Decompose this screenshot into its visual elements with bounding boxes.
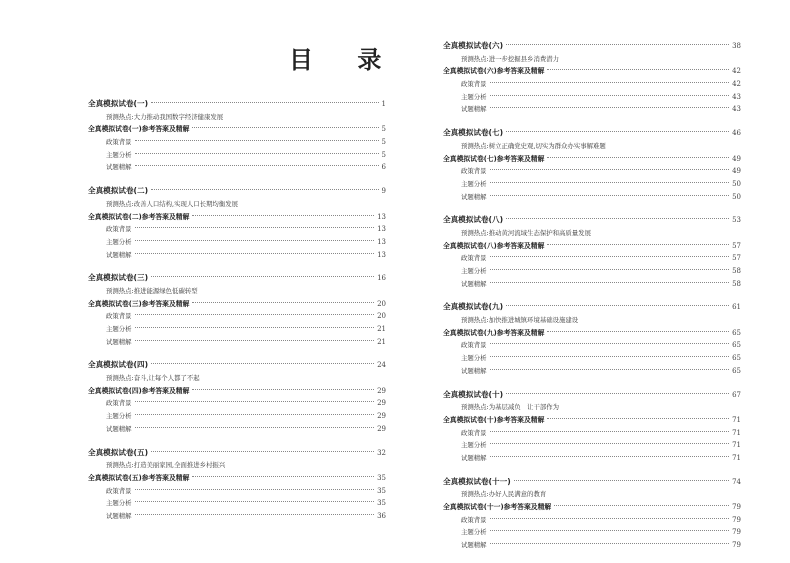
toc-sub-entry[interactable] bbox=[443, 439, 741, 452]
page-number: 65 bbox=[732, 366, 741, 375]
dot-leader bbox=[547, 244, 729, 245]
dot-leader bbox=[506, 393, 729, 394]
dot-leader bbox=[490, 543, 730, 544]
toc-hotspot: 预测热点:打造美丽家园,全面推进乡村振兴 bbox=[106, 461, 226, 470]
toc-section bbox=[443, 127, 741, 203]
toc-sub-entry-label: 政策背景 bbox=[461, 167, 487, 176]
toc-sub-entry-label: 主题分析 bbox=[461, 92, 487, 101]
page-number: 21 bbox=[377, 325, 386, 333]
page-number: 50 bbox=[732, 192, 741, 201]
toc-sub-entry[interactable] bbox=[443, 165, 741, 178]
dot-leader bbox=[506, 131, 729, 132]
dot-leader bbox=[135, 401, 375, 402]
page-number: 35 bbox=[377, 499, 386, 508]
dot-leader bbox=[547, 418, 729, 419]
toc-exam-entry-label: 全真模拟试卷(二) bbox=[88, 186, 149, 196]
toc-sub-entry-label: 主题分析 bbox=[461, 441, 487, 450]
toc-exam-entry-label: 全真模拟试卷(九) bbox=[443, 302, 504, 312]
toc-sub-entry[interactable] bbox=[443, 91, 741, 104]
dot-leader bbox=[135, 327, 375, 328]
dot-leader bbox=[135, 501, 375, 502]
dot-leader bbox=[135, 140, 379, 141]
toc-sub-entry-label: 试题精解 bbox=[106, 250, 132, 259]
dot-leader bbox=[490, 169, 730, 170]
toc-answer-entry[interactable] bbox=[88, 211, 386, 224]
toc-sub-entry-label: 政策背景 bbox=[106, 399, 132, 408]
toc-sub-entry[interactable] bbox=[88, 336, 386, 349]
toc-answer-entry[interactable] bbox=[443, 327, 741, 340]
toc-sub-entry[interactable] bbox=[88, 249, 386, 262]
page-number: 6 bbox=[381, 163, 386, 172]
dot-leader bbox=[547, 69, 729, 70]
toc-exam-entry-label: 全真模拟试卷(一) bbox=[88, 99, 149, 108]
toc-sub-entry-label: 政策背景 bbox=[461, 254, 487, 263]
toc-exam-entry[interactable] bbox=[88, 447, 386, 460]
toc-sub-entry[interactable] bbox=[443, 539, 741, 552]
toc-sub-entry[interactable] bbox=[443, 452, 741, 465]
toc-exam-entry-label: 全真模拟试卷(十) bbox=[443, 389, 504, 399]
toc-answer-entry[interactable] bbox=[443, 65, 741, 78]
page-number: 58 bbox=[732, 279, 741, 288]
toc-sub-entry-label: 政策背景 bbox=[461, 515, 487, 524]
toc-sub-entry-label: 主题分析 bbox=[106, 499, 132, 508]
page-number: 13 bbox=[377, 225, 386, 234]
toc-sub-entry-label: 政策背景 bbox=[106, 486, 132, 495]
page-number: 79 bbox=[732, 503, 741, 511]
toc-hotspot: 预测热点:树立正确党史观,切实为群众办实事解难题 bbox=[461, 141, 606, 150]
page-number: 42 bbox=[732, 80, 741, 89]
page-number: 13 bbox=[377, 237, 386, 246]
dot-leader bbox=[135, 427, 375, 428]
dot-leader bbox=[490, 182, 730, 183]
dot-leader bbox=[135, 240, 375, 241]
page-number: 43 bbox=[732, 105, 741, 114]
toc-sub-entry[interactable] bbox=[443, 278, 741, 291]
toc-sub-entry[interactable] bbox=[88, 236, 386, 249]
page-number: 53 bbox=[732, 216, 741, 225]
toc-sub-entry[interactable] bbox=[88, 161, 386, 174]
dot-leader bbox=[490, 530, 730, 531]
page-number: 79 bbox=[732, 541, 741, 550]
page-number: 74 bbox=[732, 477, 741, 486]
toc-exam-entry-label: 全真模拟试卷(十一) bbox=[443, 476, 511, 486]
page-number: 29 bbox=[377, 399, 386, 408]
toc-hotspot: 预测热点:为基层减负 让干部作为 bbox=[461, 403, 560, 412]
toc-sub-entry[interactable] bbox=[443, 365, 741, 378]
dot-leader bbox=[490, 256, 730, 257]
dot-leader bbox=[135, 414, 375, 415]
toc-section bbox=[443, 40, 741, 116]
page-number: 67 bbox=[732, 390, 741, 399]
toc-sub-entry-label: 试题精解 bbox=[461, 192, 487, 201]
page-number: 61 bbox=[732, 303, 741, 312]
toc-sub-entry-label: 试题精解 bbox=[106, 163, 132, 172]
toc-exam-entry[interactable] bbox=[443, 40, 741, 53]
page-title: 目 录 bbox=[289, 46, 400, 74]
page-number: 36 bbox=[377, 511, 386, 520]
page-number: 9 bbox=[381, 187, 386, 196]
page-number: 35 bbox=[377, 486, 386, 495]
toc-answer-entry-label: 全真模拟试卷(六)参考答案及精解 bbox=[443, 67, 545, 76]
toc-section bbox=[88, 447, 386, 523]
dot-leader bbox=[151, 276, 374, 277]
toc-right-column bbox=[443, 40, 741, 563]
toc-section bbox=[443, 214, 741, 290]
dot-leader bbox=[135, 153, 379, 154]
toc-sub-entry[interactable] bbox=[88, 510, 386, 523]
toc-answer-entry-label: 全真模拟试卷(八)参考答案及精解 bbox=[443, 241, 545, 250]
dot-leader bbox=[490, 518, 730, 519]
toc-sub-entry[interactable] bbox=[443, 339, 741, 352]
dot-leader bbox=[490, 369, 730, 370]
dot-leader bbox=[135, 514, 375, 515]
dot-leader bbox=[192, 127, 378, 128]
toc-hotspot: 预测热点:奋斗,让每个人都了不起 bbox=[106, 374, 200, 383]
toc-sub-entry-label: 主题分析 bbox=[106, 325, 132, 333]
dot-leader bbox=[151, 102, 378, 103]
toc-exam-entry-label: 全真模拟试卷(三) bbox=[88, 273, 149, 283]
toc-section bbox=[443, 301, 741, 377]
page-number: 65 bbox=[732, 341, 741, 350]
toc-exam-entry[interactable] bbox=[443, 127, 741, 140]
toc-exam-entry[interactable] bbox=[88, 98, 386, 111]
toc-answer-entry-label: 全真模拟试卷(一)参考答案及精解 bbox=[88, 125, 190, 134]
toc-hotspot: 预测热点:加快推进城镇环境基础设施建设 bbox=[461, 316, 579, 325]
toc-answer-entry[interactable] bbox=[443, 153, 741, 166]
toc-sub-entry-label: 政策背景 bbox=[106, 312, 132, 321]
page-number: 38 bbox=[732, 42, 741, 50]
page-number: 29 bbox=[377, 386, 386, 395]
dot-leader bbox=[490, 82, 730, 83]
page-number: 35 bbox=[377, 473, 386, 482]
toc-sub-entry[interactable] bbox=[88, 223, 386, 236]
toc-sub-entry-label: 主题分析 bbox=[461, 267, 487, 275]
toc-hotspot: 预测热点:大力推动我国数字经济健康发展 bbox=[106, 112, 224, 121]
page-number: 49 bbox=[732, 167, 741, 176]
toc-sub-entry[interactable] bbox=[88, 310, 386, 323]
dot-leader bbox=[192, 215, 374, 216]
toc-section bbox=[88, 359, 386, 435]
dot-leader bbox=[151, 363, 374, 364]
dot-leader bbox=[506, 44, 729, 45]
toc-sub-entry-label: 主题分析 bbox=[106, 412, 132, 421]
toc-sub-entry[interactable] bbox=[88, 149, 386, 162]
toc-exam-entry-label: 全真模拟试卷(七) bbox=[443, 128, 504, 138]
page-number: 50 bbox=[732, 179, 741, 188]
page-number: 49 bbox=[732, 154, 741, 163]
toc-hotspot: 预测热点:改善人口结构,实现人口长期均衡发展 bbox=[106, 199, 238, 208]
toc-exam-entry-label: 全真模拟试卷(六) bbox=[443, 41, 504, 50]
toc-sub-entry[interactable] bbox=[443, 178, 741, 191]
page-number: 16 bbox=[377, 274, 386, 283]
toc-section bbox=[88, 185, 386, 261]
dot-leader bbox=[506, 305, 729, 306]
toc-answer-entry-label: 全真模拟试卷(十)参考答案及精解 bbox=[443, 415, 545, 424]
page-number: 65 bbox=[732, 354, 741, 363]
toc-exam-entry[interactable] bbox=[88, 185, 386, 198]
toc-sub-entry-label: 试题精解 bbox=[461, 279, 487, 288]
toc-sub-entry-label: 主题分析 bbox=[106, 150, 132, 159]
page-number: 5 bbox=[381, 125, 386, 134]
toc-sub-entry-label: 试题精解 bbox=[106, 511, 132, 520]
page-number: 71 bbox=[732, 453, 741, 462]
page-number: 32 bbox=[377, 448, 386, 457]
toc-answer-entry-label: 全真模拟试卷(七)参考答案及精解 bbox=[443, 154, 545, 163]
toc-sub-entry[interactable] bbox=[88, 423, 386, 436]
page-number: 13 bbox=[377, 212, 386, 221]
toc-exam-entry[interactable] bbox=[88, 359, 386, 372]
page-number: 43 bbox=[732, 92, 741, 101]
dot-leader bbox=[514, 480, 729, 481]
page-number: 13 bbox=[377, 250, 386, 259]
toc-sub-entry[interactable] bbox=[443, 352, 741, 365]
page-number: 24 bbox=[377, 361, 386, 370]
toc-sub-entry-label: 主题分析 bbox=[106, 237, 132, 246]
toc-sub-entry[interactable] bbox=[443, 103, 741, 116]
dot-leader bbox=[490, 282, 730, 283]
toc-sub-entry[interactable] bbox=[88, 410, 386, 423]
dot-leader bbox=[151, 189, 378, 190]
toc-sub-entry-label: 试题精解 bbox=[461, 541, 487, 550]
dot-leader bbox=[192, 476, 374, 477]
toc-answer-entry-label: 全真模拟试卷(三)参考答案及精解 bbox=[88, 299, 190, 308]
toc-sub-entry-label: 政策背景 bbox=[461, 428, 487, 437]
page-number: 20 bbox=[377, 312, 386, 321]
toc-sub-entry-label: 试题精解 bbox=[461, 453, 487, 462]
toc-sub-entry-label: 主题分析 bbox=[461, 528, 487, 537]
page-number: 46 bbox=[732, 129, 741, 138]
toc-section bbox=[443, 389, 741, 465]
toc-section bbox=[443, 476, 741, 552]
dot-leader bbox=[151, 451, 374, 452]
page-number: 42 bbox=[732, 67, 741, 76]
toc-exam-entry[interactable] bbox=[443, 389, 741, 402]
page-number: 58 bbox=[732, 267, 741, 275]
toc-sub-entry-label: 试题精解 bbox=[461, 105, 487, 114]
dot-leader bbox=[490, 95, 730, 96]
page-number: 71 bbox=[732, 415, 741, 424]
toc-exam-entry[interactable] bbox=[88, 272, 386, 285]
page-number: 65 bbox=[732, 328, 741, 337]
dot-leader bbox=[490, 456, 730, 457]
toc-answer-entry-label: 全真模拟试卷(四)参考答案及精解 bbox=[88, 386, 190, 395]
page-number: 71 bbox=[732, 441, 741, 450]
page-number: 29 bbox=[377, 424, 386, 433]
toc-sub-entry-label: 主题分析 bbox=[461, 354, 487, 363]
dot-leader bbox=[490, 443, 730, 444]
toc-answer-entry-label: 全真模拟试卷(二)参考答案及精解 bbox=[88, 212, 190, 221]
page-number: 29 bbox=[377, 412, 386, 421]
toc-hotspot: 预测热点:进一步挖掘县乡消费潜力 bbox=[461, 54, 560, 63]
dot-leader bbox=[490, 107, 730, 108]
dot-leader bbox=[490, 343, 730, 344]
page-number: 71 bbox=[732, 428, 741, 437]
toc-answer-entry-label: 全真模拟试卷(九)参考答案及精解 bbox=[443, 328, 545, 337]
toc-sub-entry[interactable] bbox=[443, 78, 741, 91]
dot-leader bbox=[135, 253, 375, 254]
toc-answer-entry[interactable] bbox=[443, 240, 741, 253]
toc-sub-entry-label: 试题精解 bbox=[106, 337, 132, 346]
toc-hotspot: 预测热点:推进能源绿色低碳转型 bbox=[106, 286, 198, 295]
toc-answer-entry[interactable] bbox=[88, 123, 386, 136]
toc-answer-entry-label: 全真模拟试卷(五)参考答案及精解 bbox=[88, 473, 190, 482]
page-number: 1 bbox=[381, 100, 386, 108]
toc-sub-entry[interactable] bbox=[443, 191, 741, 204]
dot-leader bbox=[135, 227, 375, 228]
toc-sub-entry-label: 政策背景 bbox=[106, 138, 132, 147]
toc-sub-entry-label: 政策背景 bbox=[461, 80, 487, 89]
toc-exam-entry-label: 全真模拟试卷(五) bbox=[88, 447, 149, 457]
dot-leader bbox=[192, 389, 374, 390]
toc-sub-entry[interactable] bbox=[443, 252, 741, 265]
toc-exam-entry[interactable] bbox=[443, 476, 741, 489]
toc-sub-entry[interactable] bbox=[443, 526, 741, 539]
dot-leader bbox=[135, 165, 379, 166]
dot-leader bbox=[547, 331, 729, 332]
dot-leader bbox=[490, 269, 730, 270]
page-number: 21 bbox=[377, 337, 386, 346]
toc-sub-entry[interactable] bbox=[443, 427, 741, 440]
page-number: 79 bbox=[732, 528, 741, 537]
dot-leader bbox=[135, 489, 375, 490]
toc-sub-entry-label: 试题精解 bbox=[106, 424, 132, 433]
toc-answer-entry[interactable] bbox=[443, 414, 741, 427]
dot-leader bbox=[490, 356, 730, 357]
toc-section bbox=[88, 98, 386, 174]
page-number: 57 bbox=[732, 241, 741, 250]
toc-sub-entry-label: 主题分析 bbox=[461, 179, 487, 188]
toc-answer-entry[interactable] bbox=[88, 472, 386, 485]
dot-leader bbox=[490, 431, 730, 432]
page-number: 5 bbox=[381, 138, 386, 147]
dot-leader bbox=[554, 505, 729, 506]
toc-sub-entry[interactable] bbox=[88, 136, 386, 149]
toc-hotspot: 预测热点:推动黄河流域生态保护和高质量发展 bbox=[461, 228, 591, 237]
toc-answer-entry[interactable] bbox=[88, 298, 386, 311]
toc-sub-entry[interactable] bbox=[88, 397, 386, 410]
dot-leader bbox=[490, 195, 730, 196]
toc-exam-entry[interactable] bbox=[443, 301, 741, 314]
toc-answer-entry-label: 全真模拟试卷(十一)参考答案及精解 bbox=[443, 503, 552, 511]
toc-exam-entry-label: 全真模拟试卷(四) bbox=[88, 360, 149, 370]
toc-sub-entry[interactable] bbox=[88, 497, 386, 510]
toc-section bbox=[88, 272, 386, 348]
page-number: 5 bbox=[381, 150, 386, 159]
toc-hotspot: 预测热点:办好人民满意的教育 bbox=[461, 490, 547, 499]
toc-answer-entry[interactable] bbox=[443, 501, 741, 514]
toc-exam-entry[interactable] bbox=[443, 214, 741, 227]
dot-leader bbox=[547, 157, 729, 158]
toc-left-column bbox=[88, 98, 386, 534]
dot-leader bbox=[135, 314, 375, 315]
toc-exam-entry-label: 全真模拟试卷(八) bbox=[443, 215, 504, 225]
toc-sub-entry[interactable] bbox=[443, 265, 741, 278]
toc-sub-entry-label: 试题精解 bbox=[461, 366, 487, 375]
toc-sub-entry-label: 政策背景 bbox=[106, 225, 132, 234]
toc-answer-entry[interactable] bbox=[88, 385, 386, 398]
dot-leader bbox=[506, 218, 729, 219]
toc-sub-entry[interactable] bbox=[88, 485, 386, 498]
page-number: 57 bbox=[732, 254, 741, 263]
toc-sub-entry[interactable] bbox=[88, 323, 386, 336]
toc-sub-entry[interactable] bbox=[443, 514, 741, 527]
toc-sub-entry-label: 政策背景 bbox=[461, 341, 487, 350]
dot-leader bbox=[192, 302, 374, 303]
page-number: 20 bbox=[377, 299, 386, 308]
dot-leader bbox=[135, 340, 375, 341]
page-number: 79 bbox=[732, 515, 741, 524]
